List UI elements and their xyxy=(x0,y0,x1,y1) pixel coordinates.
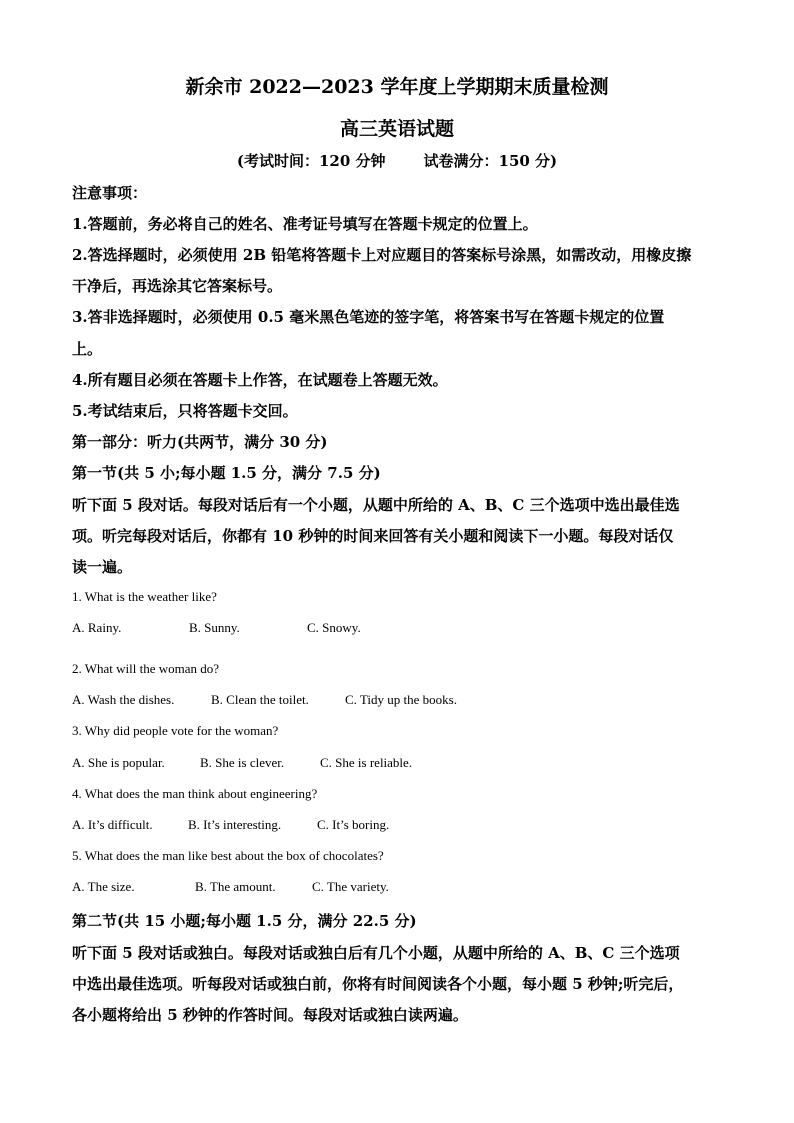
option-c: C. Snowy. xyxy=(307,620,361,635)
option-a: A. She is popular. xyxy=(72,755,165,770)
option-a: A. The size. xyxy=(72,879,135,894)
option-a: A. Rainy. xyxy=(72,620,122,635)
option-b: B. It’s interesting. xyxy=(188,817,282,832)
exam-meta xyxy=(0,150,794,171)
option-b: B. The amount. xyxy=(195,879,276,894)
question-stem: 5. What does the man like best about the box of chocolates? xyxy=(72,848,384,863)
question-stem: 3. Why did people vote for the woman? xyxy=(72,723,279,738)
section2-instructions-line-3: 各小题将给出 5 秒钟的作答时间。每段对话或独白读两遍。 xyxy=(72,1006,468,1024)
section2-instructions-line-2: 中选出最佳选项。听每段对话或独白前，你将有时间阅读各个小题，每小题 5 秒钟;听完后， xyxy=(72,975,684,993)
notice-item-3-line-1: 3.答非选择题时，必须使用 0.5 毫米黑色笔迹的签字笔，将答案书写在答题卡规定的位置 xyxy=(72,308,665,326)
exam-time: (考试时间：120 分钟 xyxy=(236,152,386,170)
notice-item-2-line-2: 干净后，再选涂其它答案标号。 xyxy=(72,277,283,295)
exam-score: 试卷满分：150 分) xyxy=(423,152,558,170)
option-c: C. It’s boring. xyxy=(317,817,390,832)
notice-item-1: 1.答题前，务必将自己的姓名、准考证号填写在答题卡规定的位置上。 xyxy=(72,215,538,233)
section1-instructions-line-2: 项。听完每段对话后，你都有 10 秒钟的时间来回答有关小题和阅读下一小题。每段对话仅 xyxy=(72,527,674,545)
notice-item-5: 5.考试结束后，只将答题卡交回。 xyxy=(72,402,298,420)
section1-instructions-line-1: 听下面 5 段对话。每段对话后有一个小题，从题中所给的 A、B、C 三个选项中选出最佳选 xyxy=(72,496,680,514)
section2-instructions-line-1: 听下面 5 段对话或独白。每段对话或独白后有几个小题，从题中所给的 A、B、C 三个选项 xyxy=(72,944,680,962)
question-stem: 4. What does the man think about engineering? xyxy=(72,786,318,801)
exam-title: 新余市 2022—2023 学年度上学期期末质量检测 xyxy=(185,76,609,98)
option-a: A. Wash the dishes. xyxy=(72,692,175,707)
section1-heading: 第一节(共 5 小;每小题 1.5 分，满分 7.5 分) xyxy=(72,464,381,482)
section1-instructions-line-3: 读一遍。 xyxy=(72,558,133,576)
option-b: B. Sunny. xyxy=(189,620,240,635)
question-stem: 1. What is the weather like? xyxy=(72,589,217,604)
option-c: C. The variety. xyxy=(312,879,389,894)
option-b: B. Clean the toilet. xyxy=(211,692,309,707)
notice-item-3-line-2: 上。 xyxy=(72,340,103,358)
option-b: B. She is clever. xyxy=(200,755,285,770)
exam-subtitle: 高三英语试题 xyxy=(339,118,454,140)
notice-heading: 注意事项： xyxy=(72,184,148,202)
notice-item-4: 4.所有题目必须在答题卡上作答，在试题卷上答题无效。 xyxy=(72,371,448,389)
part1-heading: 第一部分：听力(共两节，满分 30 分) xyxy=(72,433,328,451)
notice-item-2-line-1: 2.答选择题时，必须使用 2B 铅笔将答题卡上对应题目的答案标号涂黑，如需改动，用橡皮擦 xyxy=(72,246,692,264)
question-stem: 2. What will the woman do? xyxy=(72,661,220,676)
section2-heading: 第二节(共 15 小题;每小题 1.5 分，满分 22.5 分) xyxy=(72,912,417,930)
option-c: C. Tidy up the books. xyxy=(345,692,457,707)
option-a: A. It’s difficult. xyxy=(72,817,153,832)
option-c: C. She is reliable. xyxy=(320,755,413,770)
